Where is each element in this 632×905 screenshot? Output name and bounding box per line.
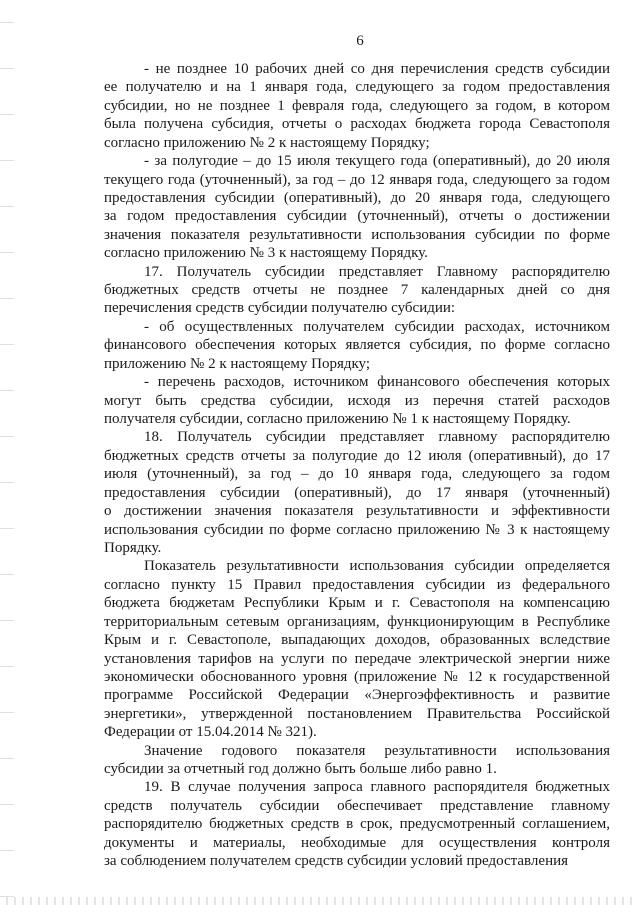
scan-edge-artifact xyxy=(0,0,14,905)
text-line: бюджетных средств отчеты за полугодие до 12 июля (оперативный), до 17 xyxy=(104,447,610,464)
text-line: согласно приложению № 3 к настоящему Порядку. xyxy=(104,245,428,262)
page-number: 6 xyxy=(356,33,364,49)
text-line: субсидии за отчетный год должно быть больше либо равно 1. xyxy=(104,761,497,778)
text-line: была получена субсидия, отчеты о расходах бюджета города Севастополя xyxy=(104,116,610,133)
text-line: распорядителю бюджетных средств в срок, предусмотренный соглашением, xyxy=(104,816,610,833)
text-line: предоставления субсидии (оперативный), до 20 января года, следующего xyxy=(104,189,610,206)
text-line: приложению № 2 к настоящему Порядку; xyxy=(104,355,371,372)
text-line: могут быть средства субсидии, исходя из перечня статей расходов xyxy=(104,392,610,409)
text-line: получателя субсидии, согласно приложению № 1 к настоящему Порядку. xyxy=(104,411,571,428)
paragraph xyxy=(104,373,610,428)
text-line: июля (уточненный), за год – до 10 января года, следующего за годом xyxy=(104,466,610,483)
text-line: Федерации от 15.04.2014 № 321). xyxy=(104,724,317,741)
text-line: Порядку. xyxy=(104,539,162,556)
text-line: программе Российской Федерации «Энергоэффективность и развитие xyxy=(104,687,610,704)
text-line: текущего года (уточненный), за год – до 12 января года, следующего за годом xyxy=(104,171,610,188)
text-line: 19. В случае получения запроса главного распорядителя бюджетных xyxy=(144,779,610,796)
text-line: документы и материалы, необходимые для осуществления контроля xyxy=(104,834,610,851)
text-line: энергетики», утвержденной постановлением Правительства Российской xyxy=(104,705,610,722)
text-line: о достижении значения показателя результативности и эффективности xyxy=(104,503,610,520)
scan-bottom-artifact xyxy=(0,897,632,905)
text-line: за соблюдением получателем средств субсидии условий предоставления xyxy=(104,853,569,870)
text-line: бюджета бюджетам Республики Крым и г. Севастополя на компенсацию xyxy=(104,595,610,612)
text-line: перечисления средств субсидии получателю субсидии: xyxy=(104,300,456,317)
text-line: субсидии, но не позднее 1 февраля года, следующего за годом, в котором xyxy=(104,97,610,114)
text-line: бюджетных средств отчеты не позднее 7 календарных дней со дня xyxy=(104,282,610,299)
paragraph xyxy=(104,152,610,263)
text-line: - не позднее 10 рабочих дней со дня перечисления средств субсидии xyxy=(144,61,610,77)
text-line: Крым и г. Севастополе, выпадающих доходов, образованных вследствие xyxy=(104,632,610,649)
text-line: - об осуществленных получателем субсидии расходах, источником xyxy=(144,318,610,335)
document-body xyxy=(104,60,610,871)
text-line: согласно приложению № 2 к настоящему Порядку; xyxy=(104,134,430,151)
paragraph xyxy=(104,428,610,557)
text-line: ее получателю и на 1 января года, следующего за годом предоставления xyxy=(104,79,610,96)
paragraph xyxy=(104,263,610,318)
text-line: территориальным сетевым организациям, функционирующим в Республике xyxy=(104,613,610,630)
text-line: - за полугодие – до 15 июля текущего года (оперативный), до 20 июля xyxy=(144,153,610,170)
paragraph xyxy=(104,318,610,373)
text-line: установления тарифов на услуги по передаче электрической энергии ниже xyxy=(104,650,610,667)
text-line: 17. Получатель субсидии представляет Главному распорядителю xyxy=(144,263,610,280)
paragraph xyxy=(104,557,610,741)
text-line: средств получатель субсидии обеспечивает представление главному xyxy=(104,797,610,814)
text-line: предоставления субсидии (оперативный), до 17 января (уточненный) xyxy=(104,484,610,501)
text-line: за годом предоставления субсидии (уточненный), отчеты о достижении xyxy=(104,208,610,225)
text-line: экономически обоснованного уровня (приложение № 12 к государственной xyxy=(104,668,610,685)
text-line: Показатель результативности использования субсидии определяется xyxy=(144,558,610,575)
text-line: значения показателя результативности использования субсидии по форме xyxy=(104,226,610,243)
paragraph xyxy=(104,60,610,152)
paragraph xyxy=(104,742,610,779)
text-line: согласно пункту 15 Правил предоставления субсидии из федерального xyxy=(104,576,610,593)
paragraph xyxy=(104,778,610,870)
text-line: финансового обеспечения которых является субсидия, по форме согласно xyxy=(104,337,610,354)
text-line: Значение годового показателя результативности использования xyxy=(144,742,610,759)
text-line: - перечень расходов, источником финансового обеспечения которых xyxy=(144,374,610,391)
text-line: 18. Получатель субсидии представляет главному распорядителю xyxy=(144,429,610,446)
text-line: использования субсидии по форме согласно приложению № 3 к настоящему xyxy=(104,521,610,538)
